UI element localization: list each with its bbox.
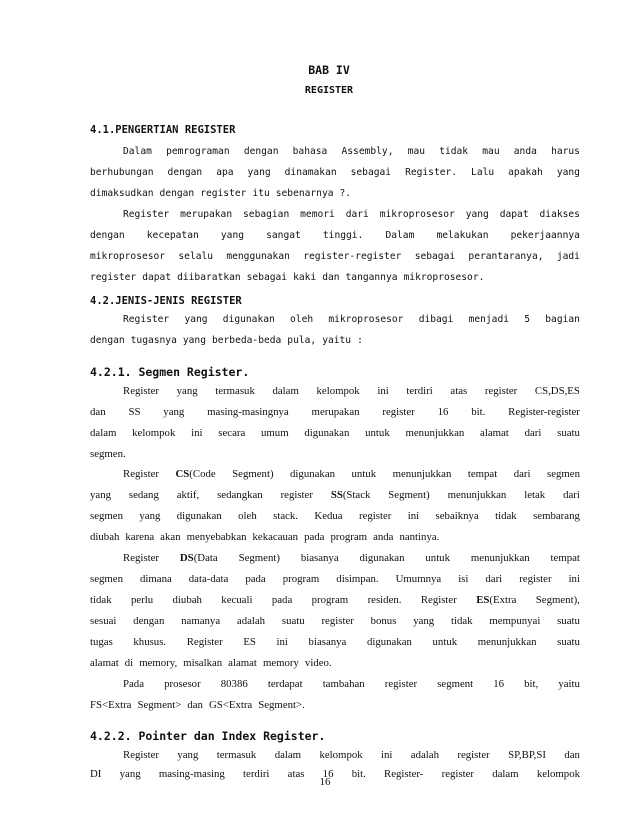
paragraph-line: dengan kecepatan yang sangat tinggi. Dalam melakukan pekerjaannya xyxy=(90,230,580,241)
paragraph-line: alamat di memory, misalkan alamat memory video. xyxy=(90,657,332,669)
section-heading-4-1: 4.1.PENGERTIAN REGISTER xyxy=(90,124,236,136)
paragraph-line: berhubungan dengan apa yang dinamakan sebagai Register. Lalu apakah yang xyxy=(90,167,580,178)
section-heading-4-2: 4.2.JENIS-JENIS REGISTER xyxy=(90,295,242,307)
paragraph-line: DI yang masing-masing terdiri atas 16 bit. Register- register dalam kelompok xyxy=(90,768,580,780)
paragraph-line: diubah karena akan menyebabkan kekacauan pada program anda nantinya. xyxy=(90,531,440,543)
paragraph-line: segmen yang digunakan oleh stack. Kedua register ini sebaiknya tidak sembarang xyxy=(90,510,580,522)
paragraph-line: FS<Extra Segment> dan GS<Extra Segment>. xyxy=(90,699,305,711)
paragraph-line: Dalam pemrograman dengan bahasa Assembly, mau tidak mau anda harus xyxy=(123,146,580,157)
paragraph-line: Pada prosesor 80386 terdapat tambahan register segment 16 bit, yaitu xyxy=(123,678,580,690)
section-heading-4-2-2: 4.2.2. Pointer dan Index Register. xyxy=(90,729,326,743)
chapter-number: BAB IV xyxy=(308,63,350,77)
paragraph-line: dengan tugasnya yang berbeda-beda pula, yaitu : xyxy=(90,335,363,346)
paragraph-line: yang sedang aktif, sedangkan register SS(Stack Segment) menunjukkan letak dari xyxy=(90,489,580,501)
paragraph-line: sesuai dengan namanya adalah suatu register bonus yang tidak mempunyai suatu xyxy=(90,615,580,627)
paragraph-line: tidak perlu diubah kecuali pada program residen. Register ES(Extra Segment), xyxy=(90,594,580,606)
paragraph-line: segmen dimana data-data pada program disimpan. Umumnya isi dari register ini xyxy=(90,573,580,585)
paragraph-line: Register yang digunakan oleh mikroprosesor dibagi menjadi 5 bagian xyxy=(123,314,580,325)
chapter-title: REGISTER xyxy=(304,85,354,96)
paragraph-line: register dapat diibaratkan sebagai kaki dan tangannya mikroprosesor. xyxy=(90,272,485,283)
paragraph-line: mikroprosesor selalu menggunakan register-register sebagai perantaranya, jadi xyxy=(90,251,580,262)
paragraph-line: Register merupakan sebagian memori dari mikroprosesor yang dapat diakses xyxy=(123,209,580,220)
paragraph-line: segmen. xyxy=(90,448,126,460)
paragraph-line: Register DS(Data Segment) biasanya digunakan untuk menunjukkan tempat xyxy=(123,552,580,564)
section-heading-4-2-1: 4.2.1. Segmen Register. xyxy=(90,365,250,379)
paragraph-line: Register yang termasuk dalam kelompok ini adalah register SP,BP,SI dan xyxy=(123,749,580,761)
paragraph-line: Register yang termasuk dalam kelompok ini terdiri atas register CS,DS,ES xyxy=(123,385,580,397)
paragraph-line: tugas khusus. Register ES ini biasanya digunakan untuk menunjukkan suatu xyxy=(90,636,580,648)
paragraph-line: dan SS yang masing-masingnya merupakan register 16 bit. Register-register xyxy=(90,406,580,418)
paragraph-line: dimaksudkan dengan register itu sebenarnya ?. xyxy=(90,188,352,199)
page-number: 16 xyxy=(319,776,331,788)
paragraph-line: dalam kelompok ini secara umum digunakan untuk menunjukkan alamat dari suatu xyxy=(90,427,580,439)
paragraph-line: Register CS(Code Segment) digunakan untuk menunjukkan tempat dari segmen xyxy=(123,468,580,480)
